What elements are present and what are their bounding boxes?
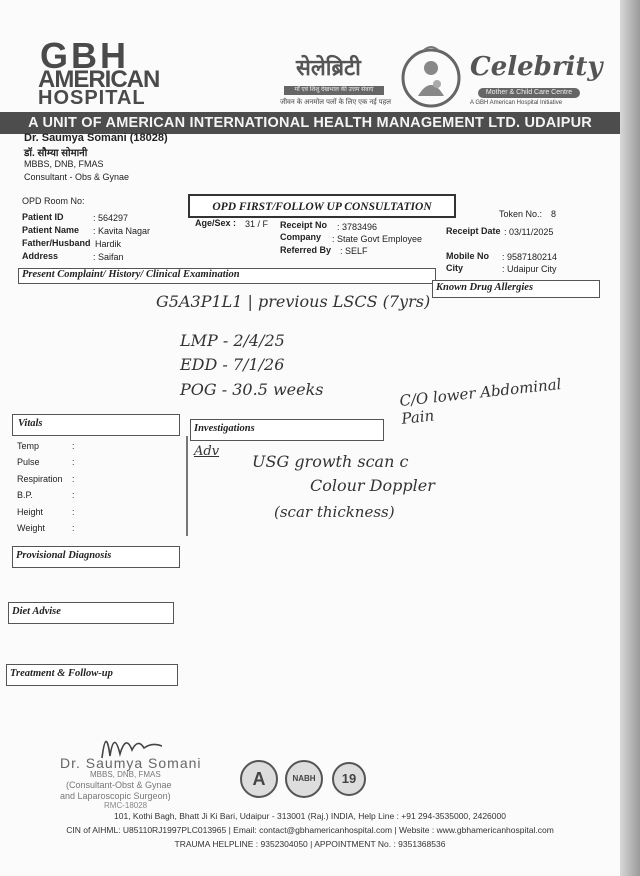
note-investigation-3: (scar thickness) (274, 503, 395, 521)
logo-gbh: GBH (40, 35, 129, 76)
receipt-date-value: : 03/11/2025 (504, 227, 554, 237)
receipt-date-label: Receipt Date (446, 226, 501, 236)
vital-value-respiration: : (72, 474, 75, 484)
doctor-name: Dr. Saumya Somani (18028) (24, 132, 168, 144)
investigations-box (190, 419, 384, 441)
vital-label-respiration: Respiration (17, 474, 63, 484)
address-value: : Saifan (93, 252, 124, 262)
treatment-box (6, 664, 178, 686)
footer-trauma: TRAUMA HELPLINE : 9352304050 | APPOINTMENT No. : 9351368536 (174, 839, 446, 849)
vital-label-temp: Temp (17, 441, 40, 451)
vital-label-height: Height (17, 507, 44, 517)
vitals-title: Vitals (18, 418, 43, 429)
stamp-role: (Consultant-Obst & Gynae (66, 780, 172, 790)
celebrity-tagline-1: माँ एवं शिशु देखभाल की उत्तम सेवाएं (284, 86, 384, 95)
diet-box (8, 602, 174, 624)
logo-hospital: HOSPITAL (38, 87, 146, 109)
accreditation-badge-a: A (240, 760, 278, 798)
nabh-badge: NABH (285, 760, 323, 798)
allergies-title: Known Drug Allergies (436, 282, 534, 293)
vital-value-pulse: : (72, 457, 75, 467)
doctor-designation: Consultant - Obs & Gynae (24, 172, 130, 182)
note-investigation-2: Colour Doppler (310, 476, 435, 495)
city-value: : Udaipur City (502, 264, 557, 274)
celebrity-sub: Mother & Child Care Centre (478, 88, 580, 98)
note-adv: Adv (194, 444, 220, 459)
stamp-name: Dr. Saumya Somani (60, 755, 202, 771)
father-value: Hardik (95, 239, 122, 249)
agesex-label: Age/Sex : (195, 218, 237, 228)
note-edd: EDD - 7/1/26 (180, 355, 285, 374)
stamp-reg: RMC-18028 (104, 801, 148, 810)
unit-banner: A UNIT OF AMERICAN INTERNATIONAL HEALTH MANAGEMENT LTD. UDAIPUR (0, 112, 620, 134)
vitals-box (12, 414, 180, 436)
doctor-degrees: MBBS, DNB, FMAS (24, 159, 104, 169)
patient-id-label: Patient ID (22, 212, 64, 222)
scan-edge-shadow (620, 0, 640, 876)
doctor-name-hindi: डॉ. सौम्या सोमानी (24, 148, 88, 159)
patient-name-value: : Kavita Nagar (93, 226, 151, 236)
mobile-label: Mobile No (446, 251, 489, 261)
note-investigation-1: USG growth scan c (252, 452, 409, 471)
note-pog: POG - 30.5 weeks (180, 380, 324, 399)
logo-american: AMERICAN (38, 66, 160, 93)
referred-value: : SELF (340, 246, 368, 256)
vital-label-bp: B.P. (17, 490, 33, 500)
celebrity-brand: Celebrity (470, 52, 603, 82)
years-badge: 19 (332, 762, 366, 796)
footer-cin: CIN of AIHML: U85110RJ1997PLC013965 | Email: contact@gbhamericanhospital.com | Website : www.gbhamericanhospital.com (66, 825, 554, 835)
treatment-title: Treatment & Follow-up (10, 668, 113, 679)
celebrity-hindi-title: सेलेब्रिटी (296, 55, 361, 80)
provisional-box (12, 546, 180, 568)
form-title: OPD FIRST/FOLLOW UP CONSULTATION (212, 201, 432, 213)
company-label: Company (280, 232, 322, 242)
complaint-title: Present Complaint/ History/ Clinical Examination (22, 269, 240, 280)
form-title-box (188, 194, 456, 218)
receipt-no-label: Receipt No (280, 220, 328, 230)
referred-label: Referred By (280, 245, 332, 255)
note-complaint: C/O lower Abdominal Pain (398, 375, 563, 428)
opd-room-label: OPD Room No: (22, 196, 85, 206)
note-obstetric-history: G5A3P1L1 | previous LSCS (7yrs) (156, 292, 431, 311)
address-label: Address (22, 251, 59, 261)
note-lmp: LMP - 2/4/25 (180, 331, 285, 350)
stamp-degrees: MBBS, DNB, FMAS (90, 770, 161, 779)
footer-address: 101, Kothi Bagh, Bhatt Ji Ki Bari, Udaipur - 313001 (Raj.) INDIA, Help Line : +91 294-3535000, 2426000 (114, 811, 506, 821)
vital-label-weight: Weight (17, 523, 45, 533)
mobile-value: : 9587180214 (502, 252, 558, 262)
provisional-title: Provisional Diagnosis (16, 550, 112, 561)
diet-title: Diet Advise (12, 606, 61, 617)
stamp-role-2: and Laparoscopic Surgeon) (60, 791, 171, 801)
token-label: Token No.: (499, 209, 543, 219)
complaint-box (18, 268, 436, 284)
company-value: : State Govt Employee (332, 234, 423, 244)
father-label: Father/Husband (22, 238, 91, 248)
patient-id-value: : 564297 (93, 213, 129, 223)
token-value: 8 (551, 209, 557, 219)
vital-value-bp: : (72, 490, 75, 500)
agesex-value: 31 / F (245, 219, 269, 229)
mother-child-icon (394, 44, 468, 110)
celebrity-tagline-2: जीवन के अनमोल पलों के लिए एक नई पहल (280, 99, 392, 106)
vital-label-pulse: Pulse (17, 457, 40, 467)
patient-name-label: Patient Name (22, 225, 80, 235)
vital-value-height: : (72, 507, 75, 517)
vital-value-temp: : (72, 441, 75, 451)
celebrity-unit: A GBH American Hospital Initiative (470, 100, 563, 106)
investigations-divider (186, 436, 188, 536)
vital-value-weight: : (72, 523, 75, 533)
city-label: City (446, 263, 464, 273)
allergies-box (432, 280, 600, 298)
receipt-no-value: : 3783496 (337, 222, 378, 232)
investigations-title: Investigations (194, 423, 255, 434)
